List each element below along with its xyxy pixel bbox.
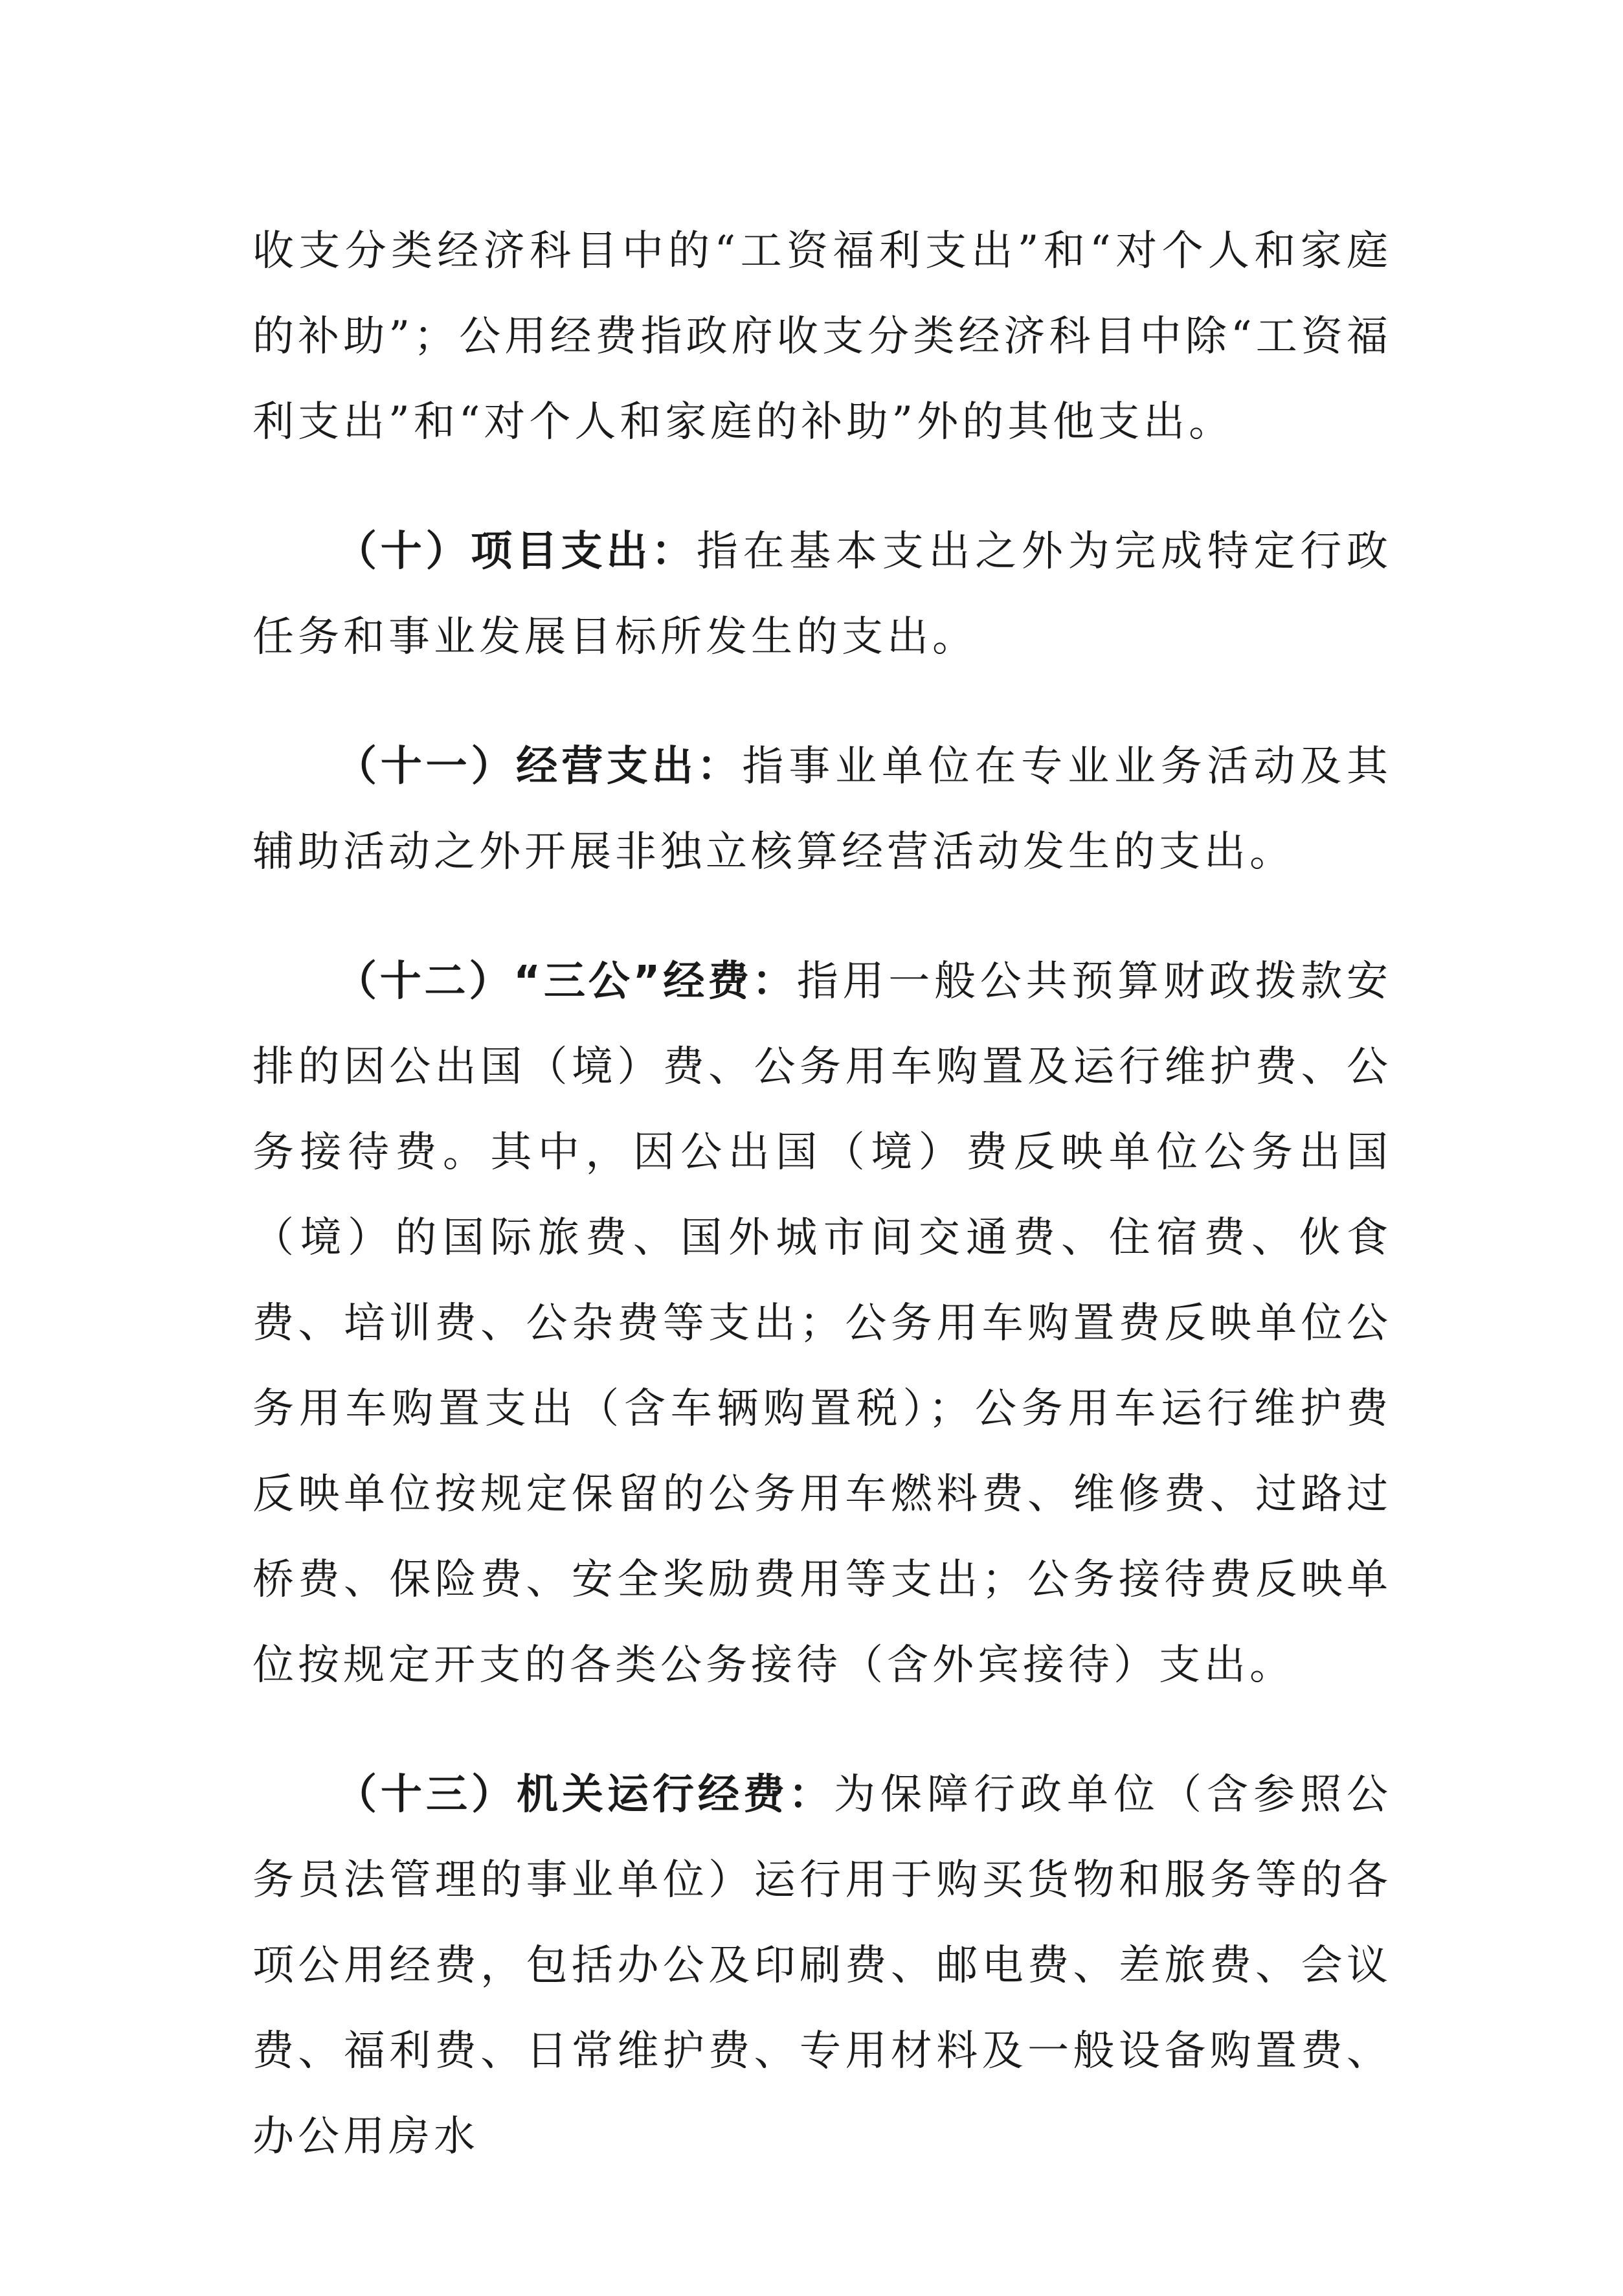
document-body [252,208,1392,2179]
paragraph-operating-expenditure [252,724,1392,895]
paragraph-text: 为保障行政单位（含参照公务员法管理的事业单位）运行用于购买货物和服务等的各项公用经费，包括办公及印刷费、邮电费、差旅费、会议费、福利费、日常维护费、专用材料及一般设备购置费、办公用房水 [252,1771,1392,2161]
paragraph-heading: （十三）机关运行经费： [335,1771,834,1819]
paragraph-text: 指用一般公共预算财政拨款安排的因公出国（境）费、公务用车购置及运行维护费、公务接待费。其中，因公出国（境）费反映单位公务出国（境）的国际旅费、国外城市间交通费、住宿费、伙食费、培训费、公杂费等支出；公务用车购置费反映单位公务用车购置支出（含车辆购置税）；公务用车运行维护费反映单位按规定保留的公务用车燃料费、维修费、过路过桥费、保险费、安全奖励费用等支出；公务接待费反映单位按规定开支的各类公务接待（含外宾接待）支出。 [252,958,1393,1689]
paragraph-text: 收支分类经济科目中的“工资福利支出”和“对个人和家庭的补助”；公用经费指政府收支分类经济科目中除“工资福利支出”和“对个人和家庭的补助”外的其他支出。 [252,227,1392,446]
paragraph-text: 指在基本支出之外为完成特定行政任务和事业发展目标所发生的支出。 [252,528,1393,661]
paragraph-agency-operating-funds [252,1752,1392,2179]
paragraph-project-expenditure [252,509,1392,680]
paragraph-heading: （十）项目支出： [335,528,697,576]
paragraph-three-public-expenses [252,939,1392,1708]
paragraph-continuation [252,208,1392,465]
paragraph-heading: （十一）经营支出： [335,743,743,791]
paragraph-text: 指事业单位在专业业务活动及其辅助活动之外开展非独立核算经营活动发生的支出。 [252,743,1393,876]
paragraph-heading: （十二）“三公”经费： [335,958,797,1006]
